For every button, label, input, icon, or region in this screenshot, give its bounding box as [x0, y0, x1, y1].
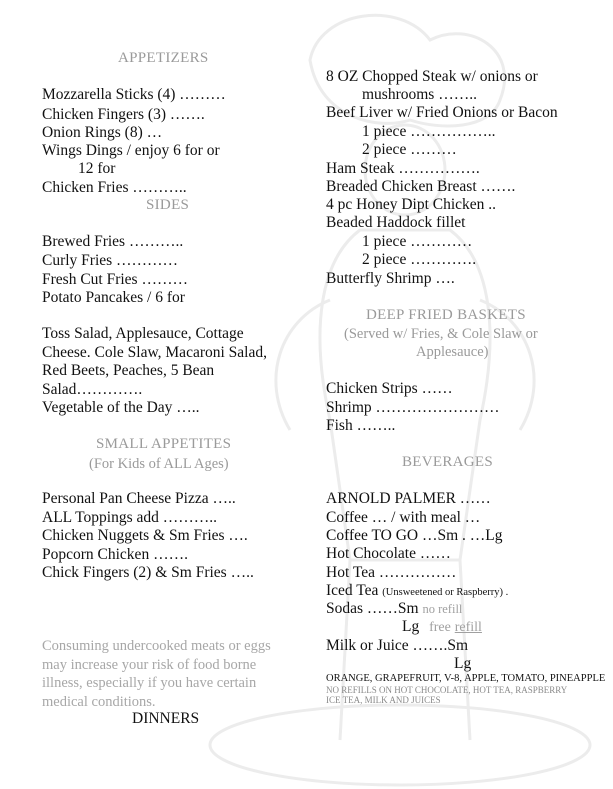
dinners-heading: DINNERS	[132, 710, 200, 727]
side-list-line: Toss Salad, Applesauce, Cottage	[42, 325, 244, 342]
menu-item: Mozzarella Sticks (4) ………	[42, 86, 226, 103]
menu-item: Ham Steak …………….	[326, 160, 480, 177]
sodas-label: Sodas ……Sm	[326, 600, 419, 617]
iced-tea-label: Iced Tea	[326, 582, 379, 599]
no-refill-note: no refill	[422, 602, 463, 616]
menu-item: Hot Chocolate ……	[326, 545, 451, 562]
baskets-subheading: (Served w/ Fries, & Cole Slaw or	[344, 326, 538, 342]
baskets-subheading: Applesauce)	[416, 344, 489, 360]
menu-item: Coffee … / with meal …	[326, 509, 481, 526]
menu-item-option: 1 piece …………	[362, 233, 473, 250]
menu-item: Wings Dings / enjoy 6 for or	[42, 142, 220, 159]
iced-tea-note: (Unsweetened or Raspberry) .	[382, 587, 509, 598]
side-list-line: Salad………….	[42, 381, 143, 398]
menu-item	[326, 582, 508, 600]
menu-item-continued: mushrooms ……..	[362, 86, 477, 103]
menu-item: Breaded Chicken Breast …….	[326, 178, 516, 195]
menu-item: Vegetable of the Day …..	[42, 399, 200, 416]
menu-item: Beef Liver w/ Fried Onions or Bacon	[326, 104, 558, 121]
menu-item: Hot Tea ……………	[326, 564, 457, 581]
menu-item: Fish ……..	[326, 417, 396, 434]
small-appetites-subheading: (For Kids of ALL Ages)	[89, 456, 229, 472]
food-safety-warning: Consuming undercooked meats or eggs may increase your risk of food borne illness, especially if you have certain medical conditions.	[42, 638, 271, 710]
appetizers-heading: APPETIZERS	[118, 50, 209, 66]
deep-fried-baskets-heading: DEEP FRIED BASKETS	[366, 307, 526, 323]
menu-item: Coffee TO GO …Sm . …Lg	[326, 527, 503, 544]
menu-item: Onion Rings (8) …	[42, 124, 163, 141]
menu-item: Chicken Strips ……	[326, 380, 453, 397]
menu-item: Chicken Fries ………..	[42, 179, 187, 196]
menu-item: Chicken Nuggets & Sm Fries ….	[42, 527, 248, 544]
menu-item: ALL Toppings add ………..	[42, 509, 218, 526]
menu-item: Chick Fingers (2) & Sm Fries …..	[42, 564, 254, 581]
menu-item: Popcorn Chicken …….	[42, 546, 188, 563]
menu-item: Potato Pancakes / 6 for	[42, 289, 185, 306]
menu-item: Beaded Haddock fillet	[326, 214, 466, 231]
side-list-line: Red Beets, Peaches, 5 Bean	[42, 362, 215, 379]
menu-item: Milk or Juice …….Sm	[326, 637, 469, 654]
menu-item: Personal Pan Cheese Pizza …..	[42, 490, 236, 507]
menu-item-continued: 12 for	[78, 160, 116, 177]
menu-item: Shrimp ……………………	[326, 399, 500, 416]
small-appetites-heading: SMALL APPETITES	[96, 436, 232, 452]
menu-item: Curly Fries …………	[42, 252, 179, 269]
free-refill-note: free	[429, 620, 451, 635]
menu-item: Fresh Cut Fries ………	[42, 271, 188, 288]
menu-item: Butterfly Shrimp ….	[326, 270, 455, 287]
sides-heading: SIDES	[146, 197, 190, 213]
menu-item-option: 1 piece ……………..	[362, 123, 496, 140]
side-list-line: Cheese. Cole Slaw, Macaroni Salad,	[42, 344, 267, 361]
sodas-large-line	[402, 618, 482, 637]
refill-policy-note: ICE TEA, MILK AND JUICES	[326, 695, 441, 705]
menu-item-option: 2 piece ………	[362, 141, 457, 158]
refill-policy-note: NO REFILLS ON HOT CHOCOLATE, HOT TEA, RASPBERRY	[326, 685, 568, 695]
menu-item: 4 pc Honey Dipt Chicken ..	[326, 196, 497, 213]
refill-note: refill	[454, 620, 482, 635]
menu-item: ARNOLD PALMER ……	[326, 490, 491, 507]
beverages-heading: BEVERAGES	[402, 454, 494, 470]
large-size-label: Lg	[402, 618, 420, 635]
menu-item: 8 OZ Chopped Steak w/ onions or	[326, 68, 538, 85]
menu-item: Chicken Fingers (3) …….	[42, 106, 205, 123]
juice-options: ORANGE, GRAPEFRUIT, V-8, APPLE, TOMATO, PINEAPPLE	[326, 673, 606, 684]
milk-large-label: Lg	[454, 655, 472, 672]
menu-item: Brewed Fries ………..	[42, 233, 184, 250]
menu-item-option: 2 piece ………….	[362, 251, 477, 268]
menu-item	[326, 600, 462, 618]
